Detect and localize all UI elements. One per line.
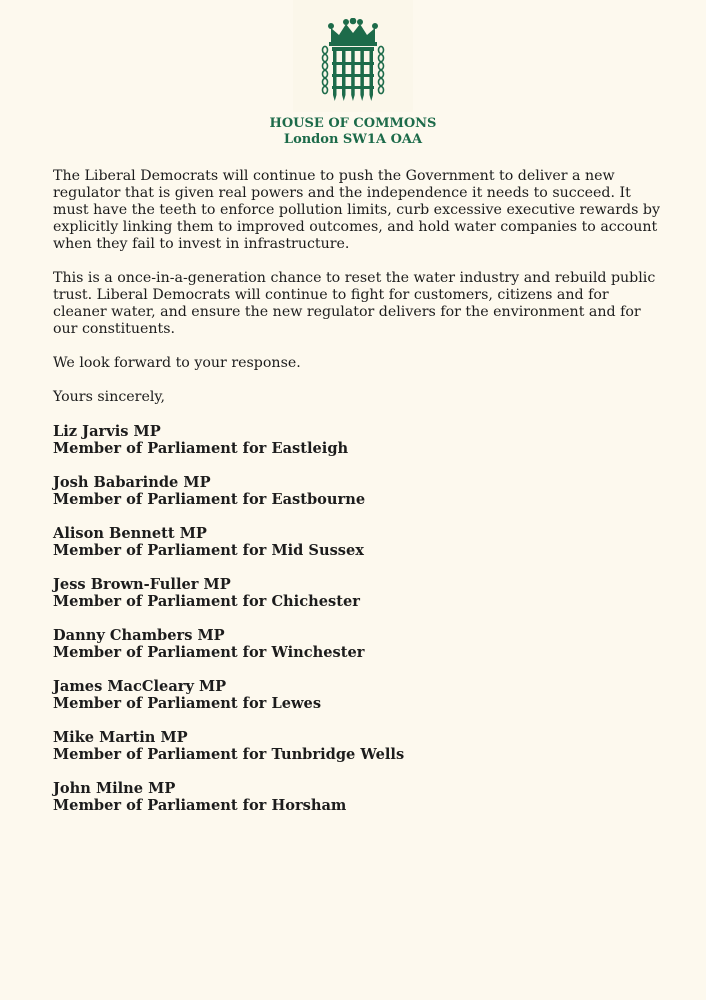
signature-block	[53, 627, 663, 661]
signatory-constituency: Member of Parliament for Horsham	[53, 797, 347, 814]
signatory-constituency: Member of Parliament for Lewes	[53, 695, 322, 712]
institution-name: HOUSE OF COMMONS	[269, 116, 437, 131]
paragraph-response: We look forward to your response.	[53, 355, 301, 371]
signature-block	[53, 780, 663, 814]
signatory-constituency: Member of Parliament for Mid Sussex	[53, 542, 364, 559]
signatory-constituency: Member of Parliament for Eastleigh	[53, 440, 349, 457]
signatory-name: Alison Bennett MP	[53, 525, 207, 542]
paragraph-regulator: The Liberal Democrats will continue to push the Government to deliver a new regulator that is given real powers and the independence it needs to succeed. It must have the teeth to enforce pollution limits, curb excessive executive rewards by explicitly linking them to improved outcomes, and hold water companies to account when they fail to invest in infrastructure.	[53, 168, 661, 252]
signatory-name: James MacCleary MP	[53, 678, 227, 695]
portcullis-crown-icon	[317, 18, 389, 104]
signatory-name: Jess Brown-Fuller MP	[53, 576, 231, 593]
signatory-constituency: Member of Parliament for Tunbridge Wells	[53, 746, 405, 763]
letter-body	[53, 168, 663, 831]
signatory-name: Liz Jarvis MP	[53, 423, 161, 440]
signatory-constituency: Member of Parliament for Winchester	[53, 644, 365, 661]
signatory-name: Danny Chambers MP	[53, 627, 225, 644]
letterhead-logo-area	[0, 0, 706, 112]
signatory-name: Josh Babarinde MP	[53, 474, 211, 491]
signature-block	[53, 474, 663, 508]
signatory-name: Mike Martin MP	[53, 729, 188, 746]
signatory-constituency: Member of Parliament for Eastbourne	[53, 491, 366, 508]
letterhead	[0, 116, 706, 148]
institution-address: London SW1A OAA	[283, 132, 423, 147]
logo-background	[293, 0, 413, 112]
valediction: Yours sincerely,	[53, 389, 166, 405]
signature-block	[53, 678, 663, 712]
signature-block	[53, 525, 663, 559]
signature-block	[53, 729, 663, 763]
signatory-name: John Milne MP	[53, 780, 176, 797]
signatory-constituency: Member of Parliament for Chichester	[53, 593, 360, 610]
signature-block	[53, 423, 663, 457]
signature-block	[53, 576, 663, 610]
paragraph-reset: This is a once-in-a-generation chance to reset the water industry and rebuild public trust. Liberal Democrats will continue to fight for customers, citizens and for cleaner water, and ensure the new regulator delivers for the environment and for our constituents.	[53, 270, 656, 337]
